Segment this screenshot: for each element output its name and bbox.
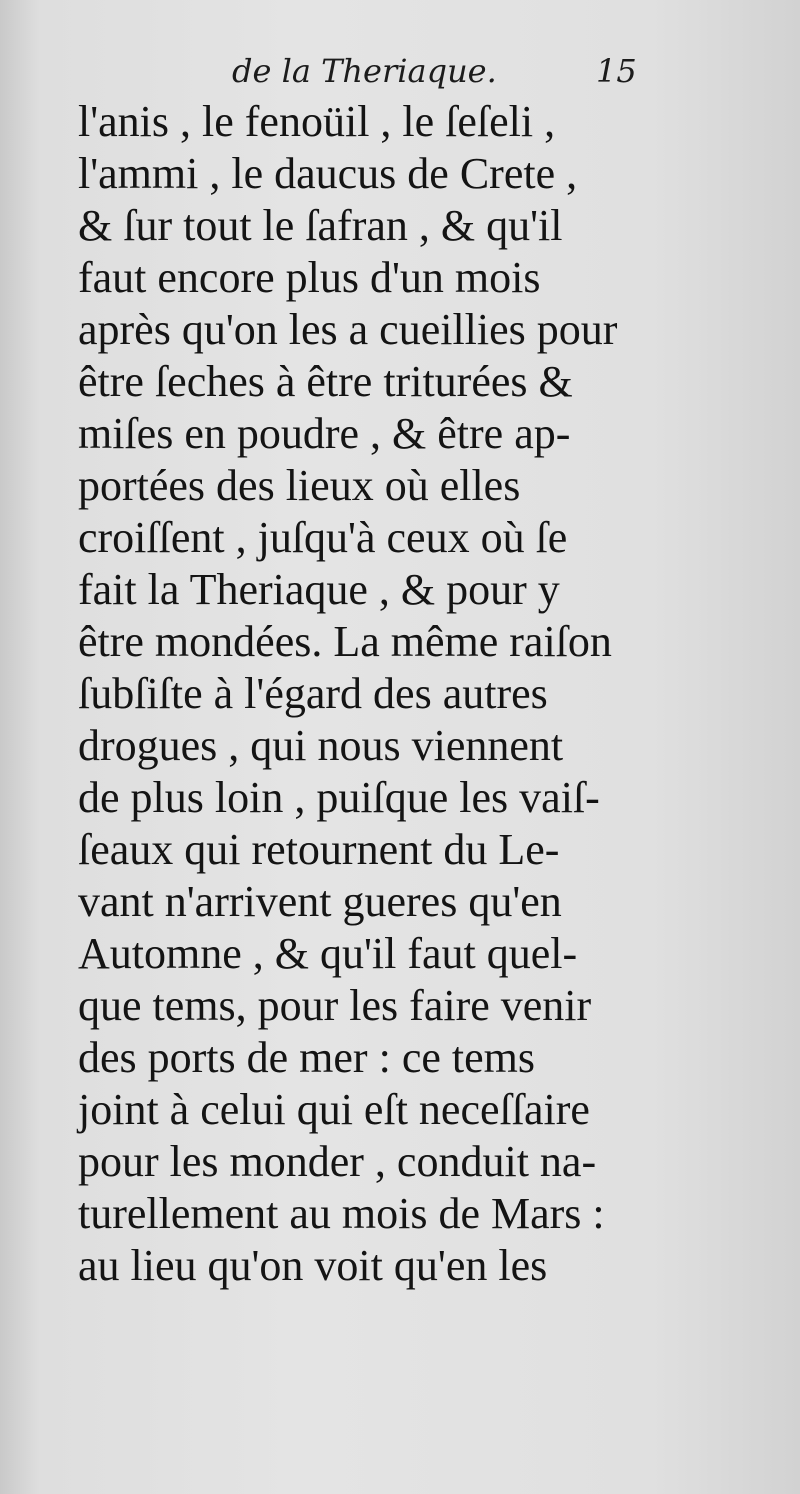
body-text [78,96,668,1292]
text-line: miſes en poudre , & être ap- [78,409,571,458]
text-line: turellement au mois de Mars : [78,1189,605,1238]
text-line: fait la Theriaque , & pour y [78,565,560,614]
running-head: de la Theriaque. [232,52,497,90]
page-header [0,52,800,102]
text-line: & ſur tout le ſafran , & qu'il [78,201,563,250]
text-line: de plus loin , puiſque les vaiſ- [78,773,600,822]
text-line: ſubſiſte à l'égard des autres [78,669,548,718]
text-line: que tems, pour les faire venir [78,981,592,1030]
text-line: vant n'arrivent gueres qu'en [78,877,562,926]
text-line: faut encore plus d'un mois [78,253,541,302]
text-line: ſeaux qui retournent du Le- [78,825,560,874]
text-line: joint à celui qui eſt neceſſaire [78,1085,590,1134]
text-line: portées des lieux où elles [78,461,521,510]
page-number: 15 [596,52,637,90]
text-line: croiſſent , juſqu'à ceux où ſe [78,513,568,562]
text-line: être mondées. La même raiſon [78,617,612,666]
text-line: l'ammi , le daucus de Crete , [78,149,578,198]
text-line: Automne , & qu'il faut quel- [78,929,578,978]
text-line: au lieu qu'on voit qu'en les [78,1241,548,1290]
text-line: drogues , qui nous viennent [78,721,564,770]
text-line: pour les monder , conduit na- [78,1137,597,1186]
text-line: après qu'on les a cueillies pour [78,305,618,354]
text-line: des ports de mer : ce tems [78,1033,535,1082]
text-line: l'anis , le fenoüil , le ſeſeli , [78,97,556,146]
text-line: être ſeches à être triturées & [78,357,573,406]
